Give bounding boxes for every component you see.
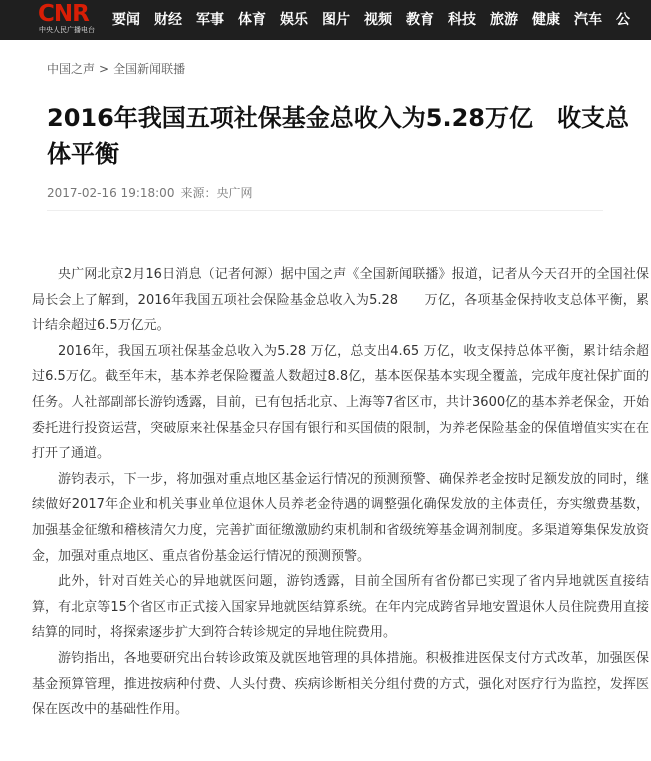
breadcrumb-item-national-news[interactable]: 全国新闻联播 bbox=[113, 62, 186, 76]
nav-item-education[interactable]: 教育 bbox=[406, 12, 434, 28]
article-body bbox=[32, 262, 649, 723]
article-source[interactable]: 来源：央广网 bbox=[180, 186, 253, 200]
nav-item-video[interactable]: 视频 bbox=[364, 12, 392, 28]
main-nav bbox=[112, 0, 644, 40]
nav-item-tech[interactable]: 科技 bbox=[448, 12, 476, 28]
breadcrumb bbox=[47, 61, 185, 77]
breadcrumb-item-voice-of-china[interactable]: 中国之声 bbox=[47, 62, 96, 76]
breadcrumb-separator: > bbox=[99, 62, 110, 76]
article-paragraph: 游钧指出，各地要研究出台转诊政策及就医地管理的具体措施。积极推进医保支付方式改革，加强医保基金预算管理，推进按病种付费、人头付费、疾病诊断相关分组付费的方式，强化对医疗行为监控，发挥医保在医改中的基础性作用。 bbox=[32, 650, 649, 718]
nav-item-entertainment[interactable]: 娱乐 bbox=[280, 12, 308, 28]
cnr-logo[interactable] bbox=[38, 1, 106, 36]
article-date: 2017-02-16 19:18:00 bbox=[47, 186, 175, 200]
article-title: 2016年我国五项社保基金总收入为5.28万亿 收支总体平衡 bbox=[47, 104, 630, 168]
nav-item-health[interactable]: 健康 bbox=[532, 12, 560, 28]
logo-subtitle: 中央人民广播电台 bbox=[39, 26, 95, 34]
divider bbox=[47, 210, 603, 211]
article-meta bbox=[47, 185, 252, 201]
article-paragraph: 此外，针对百姓关心的异地就医问题，游钧透露，目前全国所有省份都已实现了省内异地就医直接结算，有北京等15个省区市正式接入国家异地就医结算系统。在年内完成跨省异地安置退休人员住院费用直接结算的同时，将探索逐步扩大到符合转诊规定的异地住院费用。 bbox=[32, 574, 649, 641]
nav-item-auto[interactable]: 汽车 bbox=[574, 12, 602, 28]
nav-item-finance[interactable]: 财经 bbox=[154, 12, 182, 28]
logo-text: CNR bbox=[38, 1, 89, 27]
nav-item-news[interactable]: 要闻 bbox=[112, 12, 140, 28]
nav-item-sports[interactable]: 体育 bbox=[238, 12, 266, 28]
article-paragraph: 央广网北京2月16日消息（记者何源）据中国之声《全国新闻联播》报道，记者从今天召开的全国社保局长会上了解到，2016年我国五项社会保险基金总收入为5.28 万亿，各项基金保持收支总体平衡，累计结余超过6.5万亿元。 bbox=[32, 267, 649, 334]
nav-item-military[interactable]: 军事 bbox=[196, 12, 224, 28]
article-paragraph: 游钧表示，下一步，将加强对重点地区基金运行情况的预测预警、确保养老金按时足额发放的同时，继续做好2017年企业和机关事业单位退休人员养老金待遇的调整强化确保发放的主体责任，夯实缴费基数，加强基金征缴和稽核清欠力度，完善扩面征缴激励约束机制和省级统筹基金调剂制度。多渠道筹集保发放资金，加强对重点地区、重点省份基金运行情况的预测预警。 bbox=[32, 471, 649, 564]
nav-item-pictures[interactable]: 图片 bbox=[322, 12, 350, 28]
nav-item-travel[interactable]: 旅游 bbox=[490, 12, 518, 28]
article-paragraph: 2016年，我国五项社保基金总收入为5.28 万亿，总支出4.65 万亿，收支保持总体平衡，累计结余超过6.5万亿。截至年末，基本养老保险覆盖人数超过8.8亿，基本医保基本实现全覆盖，完成年度社保扩面的任务。人社部副部长游钧透露，目前，已有包括北京、上海等7省区市，共计3600亿的基本养老保金，开始委托进行投资运营，突破原来社保基金只存国有银行和买国债的限制，为养老保险基金的保值增值实实在在打开了通道。 bbox=[32, 343, 649, 462]
top-nav-bar bbox=[0, 0, 651, 40]
nav-item-public[interactable]: 公 bbox=[616, 12, 630, 28]
